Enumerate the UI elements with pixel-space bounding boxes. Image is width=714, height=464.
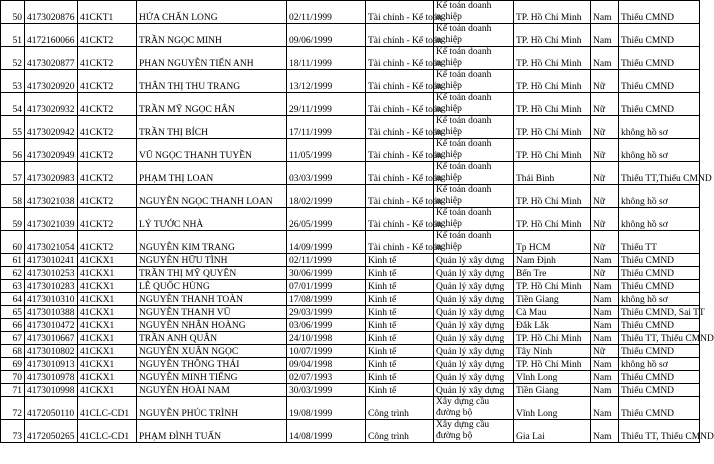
table-row xyxy=(1,319,700,332)
note-cell: không hồ sơ xyxy=(619,139,700,162)
note-cell: Thiếu CMND xyxy=(619,345,700,358)
hometown-cell: Vĩnh Long xyxy=(514,397,591,420)
note-cell: không hồ sơ xyxy=(619,208,700,231)
gender-cell: Nữ xyxy=(591,267,619,280)
student-name-cell: NGUYỄN NHÂN HOÀNG xyxy=(137,319,287,332)
table-row xyxy=(1,70,700,93)
faculty-cell: Kinh tế xyxy=(366,254,434,267)
note-cell: Thiếu TT,Thiếu CMND xyxy=(619,162,700,185)
note-cell: Thiếu CMND xyxy=(619,1,700,24)
major-cell: Kế toán doanh nghiệp xyxy=(434,93,514,116)
major-cell: Quản lý xây dựng xyxy=(434,319,514,332)
faculty-cell: Kinh tế xyxy=(366,280,434,293)
birth-date-cell: 13/12/1999 xyxy=(287,70,366,93)
note-cell: Thiếu CMND xyxy=(619,397,700,420)
gender-cell: Nam xyxy=(591,319,619,332)
gender-cell: Nam xyxy=(591,1,619,24)
row-number-cell: 66 xyxy=(1,319,25,332)
class-cell: 41CKT2 xyxy=(78,70,137,93)
birth-date-cell: 17/08/1999 xyxy=(287,293,366,306)
birth-date-cell: 02/07/1993 xyxy=(287,371,366,384)
student-id-cell: 4173020949 xyxy=(25,139,78,162)
student-name-cell: NGUYỄN THANH TOÀN xyxy=(137,293,287,306)
note-cell: Thiếu CMND xyxy=(619,280,700,293)
major-cell: Quản lý xây dựng xyxy=(434,371,514,384)
birth-date-cell: 10/07/1999 xyxy=(287,345,366,358)
student-name-cell: NGUYỄN HOÀI NAM xyxy=(137,384,287,397)
class-cell: 41CKT2 xyxy=(78,231,137,254)
student-name-cell: NGUYỄN PHÚC TRÌNH xyxy=(137,397,287,420)
class-cell: 41CKT2 xyxy=(78,208,137,231)
student-name-cell: NGUYỄN THÔNG THÁI xyxy=(137,358,287,371)
birth-date-cell: 11/05/1999 xyxy=(287,139,366,162)
major-cell: Quản lý xây dựng xyxy=(434,293,514,306)
note-cell: Thiếu CMND xyxy=(619,267,700,280)
faculty-cell: Tài chính - Kế toán xyxy=(366,24,434,47)
table-row xyxy=(1,384,700,397)
class-cell: 41CKT1 xyxy=(78,1,137,24)
gender-cell: Nam xyxy=(591,397,619,420)
note-cell: Thiếu CMND xyxy=(619,93,700,116)
note-cell: không hồ sơ xyxy=(619,116,700,139)
row-number-cell: 61 xyxy=(1,254,25,267)
major-cell: Kế toán doanh nghiệp xyxy=(434,1,514,24)
birth-date-cell: 02/11/1999 xyxy=(287,254,366,267)
table-row xyxy=(1,371,700,384)
student-name-cell: TRẦN THỊ MỸ QUYÊN xyxy=(137,267,287,280)
note-cell: Thiếu CMND xyxy=(619,70,700,93)
table-body xyxy=(1,1,714,443)
student-id-cell: 4173020920 xyxy=(25,70,78,93)
note-cell: Thiếu CMND xyxy=(619,254,700,267)
student-id-cell: 4173010978 xyxy=(25,371,78,384)
class-cell: 41CKX1 xyxy=(78,267,137,280)
row-number-cell: 70 xyxy=(1,371,25,384)
faculty-cell: Kinh tế xyxy=(366,267,434,280)
row-number-cell: 72 xyxy=(1,397,25,420)
faculty-cell: Tài chính - Kế toán xyxy=(366,208,434,231)
table-row xyxy=(1,254,700,267)
class-cell: 41CLC-CD1 xyxy=(78,397,137,420)
row-number-cell: 63 xyxy=(1,280,25,293)
row-number-cell: 52 xyxy=(1,47,25,70)
student-id-cell: 4172050110 xyxy=(25,397,78,420)
major-cell: Quản lý xây dựng xyxy=(434,306,514,319)
class-cell: 41CKX1 xyxy=(78,306,137,319)
hometown-cell: Bến Tre xyxy=(514,267,591,280)
major-cell: Kế toán doanh nghiệp xyxy=(434,70,514,93)
gender-cell: Nữ xyxy=(591,231,619,254)
gender-cell: Nữ xyxy=(591,116,619,139)
row-number-cell: 69 xyxy=(1,358,25,371)
note-cell: Thiếu CMND xyxy=(619,47,700,70)
student-name-cell: LÝ TƯỚC NHÀ xyxy=(137,208,287,231)
row-number-cell: 67 xyxy=(1,332,25,345)
birth-date-cell: 29/03/1999 xyxy=(287,306,366,319)
birth-date-cell: 09/04/1998 xyxy=(287,358,366,371)
student-name-cell: PHẠM THỊ LOAN xyxy=(137,162,287,185)
faculty-cell: Kinh tế xyxy=(366,319,434,332)
class-cell: 41CKX1 xyxy=(78,371,137,384)
table-row xyxy=(1,24,700,47)
birth-date-cell: 14/09/1999 xyxy=(287,231,366,254)
birth-date-cell: 19/08/1999 xyxy=(287,397,366,420)
class-cell: 41CKX1 xyxy=(78,345,137,358)
student-name-cell: VŨ NGỌC THANH TUYỀN xyxy=(137,139,287,162)
row-number-cell: 55 xyxy=(1,116,25,139)
gender-cell: Nam xyxy=(591,306,619,319)
student-id-cell: 4173010310 xyxy=(25,293,78,306)
gender-cell: Nam xyxy=(591,24,619,47)
class-cell: 41CKX1 xyxy=(78,254,137,267)
major-cell: Kế toán doanh nghiệp xyxy=(434,47,514,70)
hometown-cell: TP. Hồ Chí Minh xyxy=(514,47,591,70)
birth-date-cell: 07/01/1999 xyxy=(287,280,366,293)
birth-date-cell: 17/11/1999 xyxy=(287,116,366,139)
hometown-cell: Cà Mau xyxy=(514,306,591,319)
faculty-cell: Kinh tế xyxy=(366,384,434,397)
hometown-cell: Tiền Giang xyxy=(514,293,591,306)
hometown-cell: TP. Hồ Chí Minh xyxy=(514,70,591,93)
hometown-cell: TP. Hồ Chí Minh xyxy=(514,185,591,208)
student-name-cell: PHẠM ĐÌNH TUẤN xyxy=(137,420,287,443)
major-cell: Quản lý xây dựng xyxy=(434,332,514,345)
student-id-cell: 4173010472 xyxy=(25,319,78,332)
row-number-cell: 54 xyxy=(1,93,25,116)
student-name-cell: TRẦN NGỌC MINH xyxy=(137,24,287,47)
row-number-cell: 71 xyxy=(1,384,25,397)
note-cell: Thiếu TT xyxy=(619,231,700,254)
row-number-cell: 56 xyxy=(1,139,25,162)
table-row xyxy=(1,280,700,293)
class-cell: 41CKT2 xyxy=(78,116,137,139)
student-id-cell: 4173010253 xyxy=(25,267,78,280)
note-cell: Thiếu CMND xyxy=(619,319,700,332)
major-cell: Kế toán doanh nghiệp xyxy=(434,116,514,139)
gender-cell: Nam xyxy=(591,371,619,384)
student-id-cell: 4173020942 xyxy=(25,116,78,139)
student-name-cell: HỨA CHẤN LONG xyxy=(137,1,287,24)
table-row xyxy=(1,358,700,371)
major-cell: Kế toán doanh nghiệp xyxy=(434,231,514,254)
table-row xyxy=(1,93,700,116)
major-cell: Kế toán doanh nghiệp xyxy=(434,208,514,231)
faculty-cell: Kinh tế xyxy=(366,371,434,384)
student-id-cell: 4173021038 xyxy=(25,185,78,208)
student-id-cell: 4172050265 xyxy=(25,420,78,443)
gender-cell: Nữ xyxy=(591,70,619,93)
student-id-cell: 4173010241 xyxy=(25,254,78,267)
student-id-cell: 4173020877 xyxy=(25,47,78,70)
birth-date-cell: 18/11/1999 xyxy=(287,47,366,70)
student-id-cell: 4173021054 xyxy=(25,231,78,254)
student-name-cell: NGUYỄN KIM TRANG xyxy=(137,231,287,254)
hometown-cell: TP. Hồ Chí Minh xyxy=(514,116,591,139)
faculty-cell: Tài chính - Kế toán xyxy=(366,231,434,254)
class-cell: 41CKX1 xyxy=(78,358,137,371)
faculty-cell: Tài chính - Kế toán xyxy=(366,116,434,139)
faculty-cell: Tài chính - Kế toán xyxy=(366,47,434,70)
table-row xyxy=(1,420,700,443)
gender-cell: Nữ xyxy=(591,139,619,162)
table-row xyxy=(1,293,700,306)
note-cell: Thiếu CMND xyxy=(619,384,700,397)
row-number-cell: 60 xyxy=(1,231,25,254)
major-cell: Kế toán doanh nghiệp xyxy=(434,24,514,47)
major-cell: Kế toán doanh nghiệp xyxy=(434,185,514,208)
faculty-cell: Tài chính - Kế toán xyxy=(366,139,434,162)
hometown-cell: TP. Hồ Chí Minh xyxy=(514,358,591,371)
birth-date-cell: 30/06/1999 xyxy=(287,267,366,280)
student-name-cell: THÂN THỊ THU TRANG xyxy=(137,70,287,93)
student-id-cell: 4173021039 xyxy=(25,208,78,231)
student-id-cell: 4173020932 xyxy=(25,93,78,116)
student-id-cell: 4173010283 xyxy=(25,280,78,293)
class-cell: 41CKX1 xyxy=(78,332,137,345)
major-cell: Quản lý xây dựng xyxy=(434,280,514,293)
faculty-cell: Kinh tế xyxy=(366,358,434,371)
faculty-cell: Kinh tế xyxy=(366,293,434,306)
hometown-cell: TP. Hồ Chí Minh xyxy=(514,208,591,231)
faculty-cell: Tài chính - Kế toán xyxy=(366,70,434,93)
student-id-cell: 4173010388 xyxy=(25,306,78,319)
row-number-cell: 57 xyxy=(1,162,25,185)
hometown-cell: TP. Hồ Chí Minh xyxy=(514,139,591,162)
row-number-cell: 50 xyxy=(1,1,25,24)
hometown-cell: Đắk Lắk xyxy=(514,319,591,332)
class-cell: 41CKT2 xyxy=(78,162,137,185)
class-cell: 41CKT2 xyxy=(78,93,137,116)
row-number-cell: 53 xyxy=(1,70,25,93)
major-cell: Xây dựng cầu đường bộ xyxy=(434,397,514,420)
major-cell: Quản lý xây dựng xyxy=(434,384,514,397)
row-number-cell: 64 xyxy=(1,293,25,306)
hometown-cell: TP. Hồ Chí Minh xyxy=(514,280,591,293)
class-cell: 41CLC-CD1 xyxy=(78,420,137,443)
hometown-cell: TP. Hồ Chí Minh xyxy=(514,24,591,47)
student-name-cell: NGUYỄN XUÂN NGỌC xyxy=(137,345,287,358)
hometown-cell: TP. Hồ Chí Minh xyxy=(514,93,591,116)
row-number-cell: 65 xyxy=(1,306,25,319)
hometown-cell: Nam Định xyxy=(514,254,591,267)
gender-cell: Nữ xyxy=(591,93,619,116)
gender-cell: Nam xyxy=(591,332,619,345)
student-name-cell: NGUYỄN THANH VŨ xyxy=(137,306,287,319)
table-row xyxy=(1,139,700,162)
row-number-cell: 51 xyxy=(1,24,25,47)
gender-cell: Nam xyxy=(591,254,619,267)
row-number-cell: 73 xyxy=(1,420,25,443)
table-row xyxy=(1,47,700,70)
note-cell: Thiếu CMND xyxy=(619,24,700,47)
class-cell: 41CKT2 xyxy=(78,185,137,208)
faculty-cell: Kinh tế xyxy=(366,345,434,358)
hometown-cell: Tp HCM xyxy=(514,231,591,254)
faculty-cell: Kinh tế xyxy=(366,332,434,345)
note-cell: Thiếu CMND xyxy=(619,371,700,384)
note-cell: không hồ sơ xyxy=(619,185,700,208)
student-name-cell: LÊ QUỐC HÙNG xyxy=(137,280,287,293)
gender-cell: Nam xyxy=(591,420,619,443)
class-cell: 41CKT2 xyxy=(78,139,137,162)
table-row xyxy=(1,1,700,24)
student-id-cell: 4173010998 xyxy=(25,384,78,397)
major-cell: Quản lý xây dựng xyxy=(434,254,514,267)
faculty-cell: Tài chính - Kế toán xyxy=(366,162,434,185)
table-row xyxy=(1,267,700,280)
faculty-cell: Tài chính - Kế toán xyxy=(366,93,434,116)
hometown-cell: TP. Hồ Chí Minh xyxy=(514,332,591,345)
class-cell: 41CKX1 xyxy=(78,280,137,293)
table-row xyxy=(1,116,700,139)
birth-date-cell: 30/03/1999 xyxy=(287,384,366,397)
faculty-cell: Kinh tế xyxy=(366,306,434,319)
gender-cell: Nữ xyxy=(591,345,619,358)
major-cell: Quản lý xây dựng xyxy=(434,267,514,280)
hometown-cell: Gia Lai xyxy=(514,420,591,443)
birth-date-cell: 03/06/1999 xyxy=(287,319,366,332)
student-id-cell: 4172160066 xyxy=(25,24,78,47)
gender-cell: Nữ xyxy=(591,185,619,208)
major-cell: Quản lý xây dựng xyxy=(434,345,514,358)
faculty-cell: Công trình xyxy=(366,420,434,443)
student-name-cell: TRẦN MỸ NGỌC HÂN xyxy=(137,93,287,116)
hometown-cell: Thái Bình xyxy=(514,162,591,185)
note-cell: Thiếu CMND, Sai TT xyxy=(619,306,700,319)
note-cell: không hồ sơ xyxy=(619,293,700,306)
student-name-cell: TRẦN ANH QUÂN xyxy=(137,332,287,345)
hometown-cell: TP. Hồ Chí Minh xyxy=(514,1,591,24)
table-row xyxy=(1,208,700,231)
row-number-cell: 59 xyxy=(1,208,25,231)
birth-date-cell: 14/08/1999 xyxy=(287,420,366,443)
note-cell: không hồ sơ xyxy=(619,358,700,371)
gender-cell: Nam xyxy=(591,280,619,293)
student-name-cell: TRẦN THỊ BÍCH xyxy=(137,116,287,139)
birth-date-cell: 29/11/1999 xyxy=(287,93,366,116)
hometown-cell: Tiền Giang xyxy=(514,384,591,397)
class-cell: 41CKT2 xyxy=(78,47,137,70)
faculty-cell: Tài chính - Kế toán xyxy=(366,1,434,24)
student-id-cell: 4173020876 xyxy=(25,1,78,24)
birth-date-cell: 03/03/1999 xyxy=(287,162,366,185)
birth-date-cell: 24/10/1998 xyxy=(287,332,366,345)
table-row xyxy=(1,231,700,254)
note-cell: Thiếu TT, Thiếu CMND xyxy=(619,332,700,345)
student-id-cell: 4173010802 xyxy=(25,345,78,358)
birth-date-cell: 26/05/1999 xyxy=(287,208,366,231)
gender-cell: Nữ xyxy=(591,162,619,185)
hometown-cell: Vĩnh Long xyxy=(514,371,591,384)
gender-cell: Nam xyxy=(591,293,619,306)
table-row xyxy=(1,332,700,345)
birth-date-cell: 09/06/1999 xyxy=(287,24,366,47)
row-number-cell: 58 xyxy=(1,185,25,208)
student-name-cell: NGUYỄN HỮU TÌNH xyxy=(137,254,287,267)
faculty-cell: Công trình xyxy=(366,397,434,420)
gender-cell: Nam xyxy=(591,358,619,371)
table-row xyxy=(1,185,700,208)
major-cell: Kế toán doanh nghiệp xyxy=(434,162,514,185)
table-row xyxy=(1,306,700,319)
note-cell: Thiếu TT, Thiếu CMND xyxy=(619,420,700,443)
faculty-cell: Tài chính - Kế toán xyxy=(366,185,434,208)
class-cell: 41CKX1 xyxy=(78,384,137,397)
class-cell: 41CKX1 xyxy=(78,293,137,306)
major-cell: Xây dựng cầu đường bộ xyxy=(434,420,514,443)
birth-date-cell: 18/02/1999 xyxy=(287,185,366,208)
hometown-cell: Tây Ninh xyxy=(514,345,591,358)
row-number-cell: 62 xyxy=(1,267,25,280)
birth-date-cell: 02/11/1999 xyxy=(287,1,366,24)
gender-cell: Nữ xyxy=(591,208,619,231)
class-cell: 41CKX1 xyxy=(78,319,137,332)
student-name-cell: PHAN NGUYỄN TIẾN ANH xyxy=(137,47,287,70)
major-cell: Quản lý xây dựng xyxy=(434,358,514,371)
row-number-cell: 68 xyxy=(1,345,25,358)
student-id-cell: 4173010913 xyxy=(25,358,78,371)
gender-cell: Nam xyxy=(591,384,619,397)
table-row xyxy=(1,162,700,185)
gender-cell: Nam xyxy=(591,47,619,70)
student-id-cell: 4173010667 xyxy=(25,332,78,345)
student-id-cell: 4173020983 xyxy=(25,162,78,185)
table-row xyxy=(1,397,700,420)
table-row xyxy=(1,345,700,358)
student-name-cell: NGUYỄN NGỌC THANH LOAN xyxy=(137,185,287,208)
student-name-cell: NGUYỄN MINH TIẾNG xyxy=(137,371,287,384)
class-cell: 41CKT2 xyxy=(78,24,137,47)
major-cell: Kế toán doanh nghiệp xyxy=(434,139,514,162)
